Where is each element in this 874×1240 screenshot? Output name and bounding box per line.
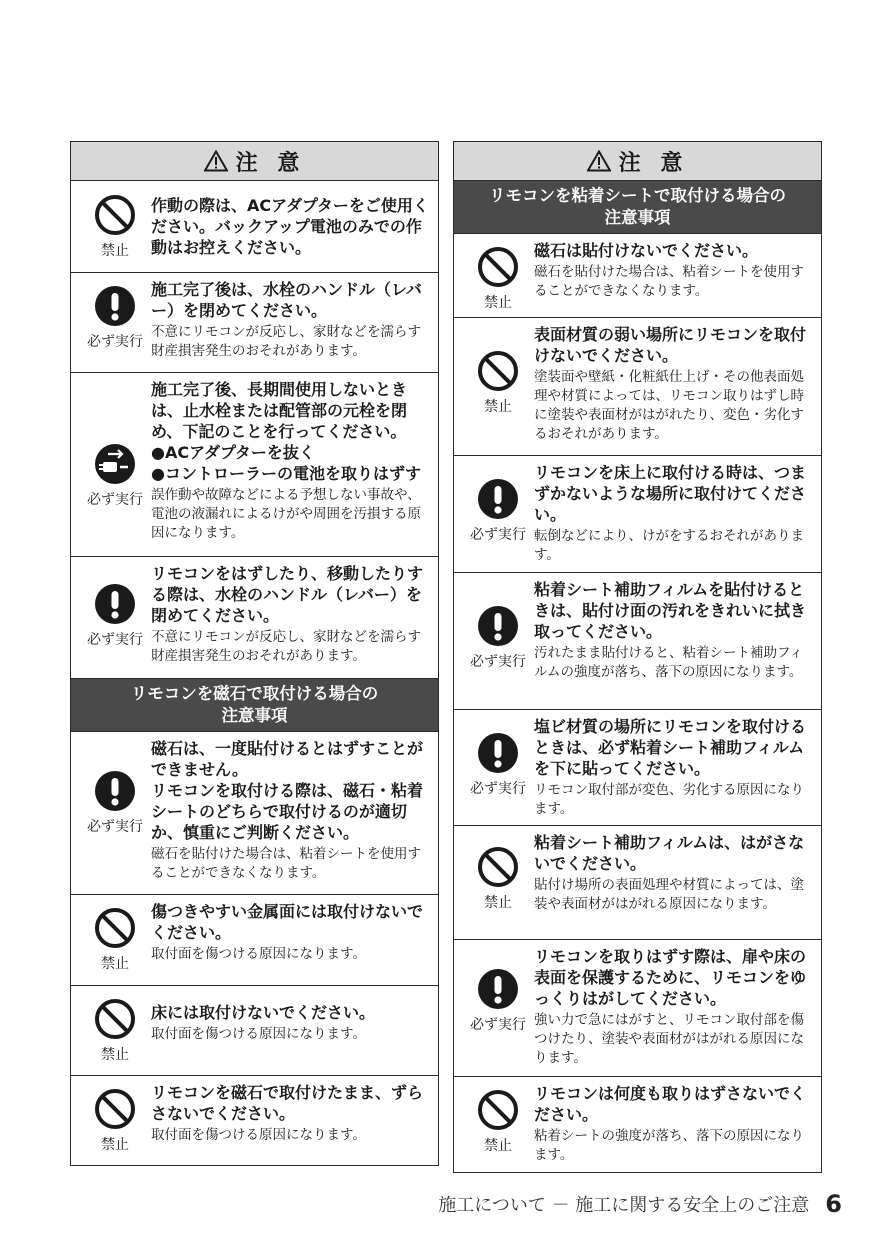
caution-header <box>71 142 438 181</box>
caution-title: 注 意 <box>618 150 689 176</box>
caution-item <box>71 181 438 273</box>
item-heading: リモコンを取りはずす際は、扉や床の表面を保護するために、リモコンをゆっくりはがしてください。 <box>534 947 807 1008</box>
caution-item <box>454 318 821 456</box>
item-body: 不意にリモコンが反応し、家財などを濡らす財産損害発生のおそれがあります。 <box>151 324 421 359</box>
item-heading: リモコンを磁石で取付けたまま、ずらさないでください。 <box>151 1083 424 1123</box>
prohibition-icon <box>477 350 519 392</box>
icon-label: 必ず実行 <box>470 527 526 543</box>
item-body: 取付面を傷つける原因になります。 <box>151 946 366 962</box>
item-body: リモコン取付部が変色、劣化する原因になります。 <box>534 782 804 817</box>
page-footer <box>438 1190 842 1218</box>
caution-item <box>454 710 821 826</box>
mandatory-action-icon <box>94 285 136 327</box>
icon-label: 禁止 <box>101 956 129 972</box>
item-body: 貼付け場所の表面処理や材質によっては、塗装や表面材がはがれる原因になります。 <box>534 877 804 912</box>
item-heading: 施工完了後、長期間使用しないときは、止水栓または配管部の元栓を閉め、下記のことを行ってください。 ●ACアダプターを抜く ●コントローラーの電池を取りはずす <box>151 380 421 483</box>
item-heading: 施工完了後は、水栓のハンドル（レバー）を閉めてください。 <box>151 280 422 320</box>
item-body: 強い力で急にはがすと、リモコン取付部を傷つけたり、塗装や表面材がはがれる原因になります。 <box>534 1012 804 1066</box>
item-heading: リモコンを床上に取付ける時は、つまずかないような場所に取付けてください。 <box>534 463 807 524</box>
item-heading: 粘着シート補助フィルムを貼付けるときは、貼付け面の汚れをきれいに拭き取ってください。 <box>534 580 807 641</box>
item-body: 磁石を貼付けた場合は、粘着シートを使用することができなくなります。 <box>151 846 421 881</box>
caution-item <box>71 373 438 557</box>
mandatory-action-icon <box>94 770 136 812</box>
item-heading: 粘着シート補助フィルムは、はがさないでください。 <box>534 833 805 873</box>
left-caution-panel <box>70 141 439 1166</box>
icon-label: 必ず実行 <box>470 781 526 797</box>
page-number: 6 <box>825 1190 842 1218</box>
icon-label: 禁止 <box>101 242 129 259</box>
caution-item <box>71 557 438 679</box>
item-heading: 作動の際は、ACアダプターをご使用ください。バックアップ電池のみでの作動はお控えください。 <box>151 196 429 257</box>
mandatory-action-icon <box>477 605 519 647</box>
item-body: 磁石を貼付けた場合は、粘着シートを使用することができなくなります。 <box>534 264 804 299</box>
icon-label: 必ず実行 <box>87 334 143 350</box>
icon-label: 必ず実行 <box>87 492 143 508</box>
icon-label: 必ず実行 <box>470 1017 526 1033</box>
item-body: 誤作動や故障などによる予想しない事故や、電池の液漏れによるけがや周囲を汚損する原因になります。 <box>151 487 421 541</box>
caution-header <box>454 142 821 181</box>
mandatory-action-icon <box>94 583 136 625</box>
icon-label: 禁止 <box>101 1137 129 1153</box>
prohibition-icon <box>477 1089 519 1131</box>
caution-item <box>454 234 821 318</box>
prohibition-icon <box>477 246 519 288</box>
item-heading: 磁石は貼付けないでください。 <box>534 241 759 260</box>
mandatory-action-icon <box>477 478 519 520</box>
icon-label: 禁止 <box>484 399 512 415</box>
item-body: 転倒などにより、けがをするおそれがあります。 <box>534 528 804 563</box>
right-caution-panel <box>453 141 822 1173</box>
item-body: 粘着シートの強度が落ち、落下の原因になります。 <box>534 1128 804 1163</box>
sheet-section-title: リモコンを粘着シートで取付ける場合の 注意事項 <box>454 181 821 234</box>
caution-item <box>71 986 438 1076</box>
prohibition-icon <box>94 1088 136 1130</box>
item-body: 不意にリモコンが反応し、家財などを濡らす財産損害発生のおそれがあります。 <box>151 629 421 664</box>
caution-item <box>71 895 438 986</box>
mandatory-action-icon <box>477 732 519 774</box>
caution-item <box>71 1076 438 1165</box>
caution-item <box>454 456 821 573</box>
item-heading: 床には取付けないでください。 <box>151 1003 376 1022</box>
item-body: 取付面を傷つける原因になります。 <box>151 1127 366 1143</box>
item-heading: 磁石は、一度貼付けるとはずすことができません。 リモコンを取付ける際は、磁石・粘着シートのどちらで取付けるのが適切か、慎重にご判断ください。 <box>151 739 424 842</box>
prohibition-icon <box>477 846 519 888</box>
caution-item <box>454 826 821 940</box>
caution-title: 注 意 <box>235 150 306 176</box>
warning-triangle-icon <box>587 150 611 172</box>
icon-label: 必ず実行 <box>470 654 526 670</box>
icon-label: 禁止 <box>484 1138 512 1154</box>
prohibition-icon <box>94 907 136 949</box>
footer-section-title: 施工について － 施工に関する安全上のご注意 <box>438 1195 810 1216</box>
icon-label: 必ず実行 <box>87 819 143 835</box>
item-body: 汚れたまま貼付けると、粘着シート補助フィルムの強度が落ち、落下の原因になります。 <box>534 645 803 680</box>
item-heading: 表面材質の弱い場所にリモコンを取付けないでください。 <box>534 325 807 365</box>
icon-label: 禁止 <box>484 895 512 911</box>
icon-label: 必ず実行 <box>87 632 143 648</box>
item-heading: 塩ビ材質の場所にリモコンを取付けるときは、必ず粘着シート補助フィルムを下に貼ってください。 <box>534 717 807 778</box>
magnet-section-title: リモコンを磁石で取付ける場合の 注意事項 <box>71 679 438 732</box>
item-heading: リモコンは何度も取りはずさないでください。 <box>534 1084 807 1124</box>
mandatory-action-icon <box>477 968 519 1010</box>
item-body: 取付面を傷つける原因になります。 <box>151 1026 366 1042</box>
prohibition-icon <box>94 194 136 236</box>
item-heading: リモコンをはずしたり、移動したりする際は、水栓のハンドル（レバー）を閉めてください。 <box>151 564 424 625</box>
unplug-power-icon <box>94 443 136 485</box>
prohibition-icon <box>94 998 136 1040</box>
caution-item <box>454 573 821 710</box>
icon-label: 禁止 <box>484 295 512 311</box>
caution-item <box>71 732 438 895</box>
item-heading: 傷つきやすい金属面には取付けないでください。 <box>151 902 424 942</box>
warning-triangle-icon <box>204 150 228 172</box>
caution-item <box>71 273 438 373</box>
caution-item <box>454 1077 821 1172</box>
icon-label: 禁止 <box>101 1047 129 1063</box>
item-body: 塗装面や壁紙・化粧紙仕上げ・その他表面処理や材質によっては、リモコン取りはずし時に塗装や表面材がはがれたり、変色・劣化するおそれがあります。 <box>534 369 804 442</box>
caution-item <box>454 940 821 1077</box>
